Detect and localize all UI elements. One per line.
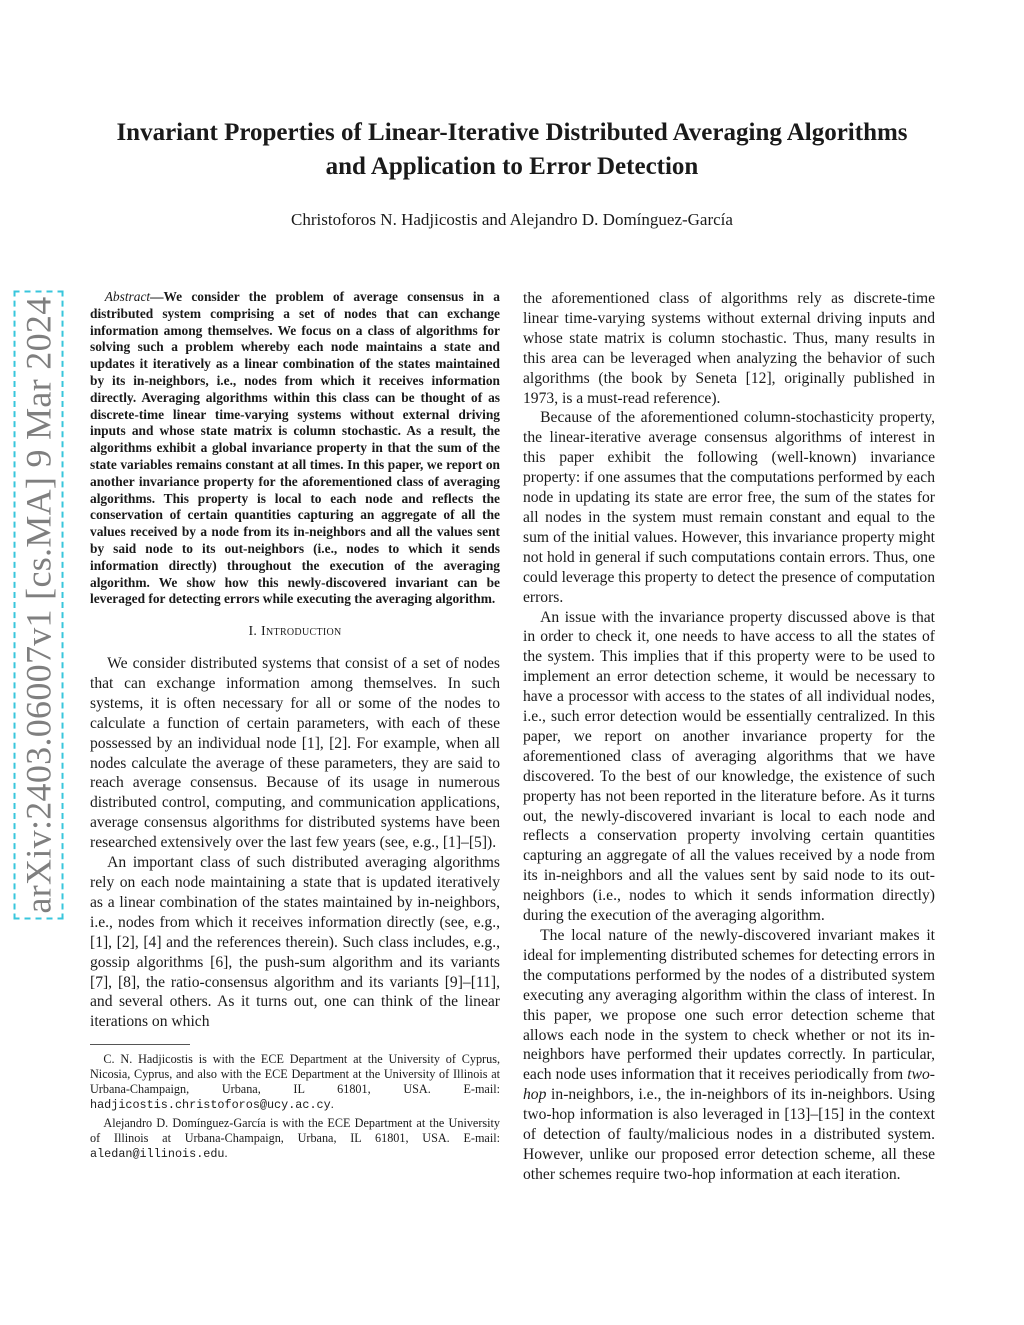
intro-paragraph-5: An issue with the invariance property discussed above is that in order to check it, one needs to have access to all the states of the system. This implies that if this property were to be used to implement an error detection scheme, it would be necessary to have a processor with access to the states of all individual nodes, i.e., such error detection would be essentially centralized. In this paper, we report on another invariance property for the aforementioned class of averaging algorithms that we have discovered. To the best of our knowledge, the existence of such property has not been reported in the literature before. As it turns out, the newly-discovered invariant is local to each node and reflects a conservation property involving certain quantities capturing an aggregate of all the values received by a node from its in-neighbors and all the values sent by said node to its out-neighbors (i.e., nodes to which it sends information directly) during the execution of the averaging algorithm. bbox=[523, 608, 935, 925]
section-number: I. bbox=[248, 624, 258, 640]
footnote-divider bbox=[90, 1044, 190, 1045]
intro-paragraph-6 bbox=[523, 926, 935, 1185]
section-heading-introduction bbox=[90, 622, 500, 642]
intro-paragraph-3: the aforementioned class of algorithms rely as discrete-time linear time-varying systems without external driving inputs and whose state matrix is column stochastic. Thus, many results in this area can be leveraged when analyzing the behavior of such algorithms (the book by Seneta [12], originally published in 1973, is a must-read reference). bbox=[523, 290, 935, 407]
abstract-label: Abstract bbox=[104, 289, 151, 304]
paper-title: Invariant Properties of Linear-Iterative Distributed Averaging Algorithms and Application to Error Detection bbox=[116, 119, 908, 180]
footnote-2-suffix: . bbox=[224, 1146, 228, 1161]
paragraph-6-emphasis: two-hop bbox=[523, 1066, 935, 1104]
footnote-2-text: Alejandro D. Domínguez-García is with the ECE Department at the University of Illinois at Urbana-Champaign, Urbana, IL 61801, USA. E-mail: bbox=[90, 1116, 500, 1146]
intro-paragraph-1: We consider distributed systems that consist of a set of nodes that can exchange information among themselves. In such systems, it is often necessary for all or some of the nodes to calculate a function of certain parameters, with each of these possessed by an individual node [1], [2]. For example, when all nodes calculate the average of these parameters, they are said to reach average consensus. Because of its usage in numerous distributed control, computing, and communication applications, average consensus algorithms for distributed systems have been researched extensively over the last few years (see, e.g., [1]–[5]). bbox=[90, 655, 500, 852]
paragraph-6-start: The local nature of the newly-discovered invariant makes it ideal for implementing distributed schemes for detecting errors in the computations performed by the nodes of a distributed system executing any averaging algorithm within the class of interest. In this paper, we propose one such error detection scheme that allows each node in the system to check whether or not its in-neighbors have performed their updates correctly. In particular, each node uses information that it receives periodically from bbox=[523, 927, 935, 1084]
abstract bbox=[90, 289, 500, 608]
footnote-1-text: C. N. Hadjicostis is with the ECE Department at the University of Cyprus, Nicosia, Cyprus, and also with the ECE Department at the University of Illinois at Urbana-Champaign, Urbana, IL 61801, USA. E-mail: bbox=[90, 1052, 500, 1097]
footnote-2-email[interactable]: aledan@illinois.edu bbox=[90, 1147, 225, 1162]
footnote-1-email[interactable]: hadjicostis.christoforos@ucy.ac.cy bbox=[90, 1098, 331, 1113]
arxiv-watermark bbox=[14, 296, 64, 914]
left-column bbox=[90, 289, 500, 1162]
abstract-text: —We consider the problem of average consensus in a distributed system comprising a set of nodes that can exchange information among themselves. We focus on a class of algorithms for solving such a problem whereby each node maintains a state and updates it iteratively as a linear combination of the states maintained by its in-neighbors, i.e., nodes from which it receives information directly. Averaging algorithms within this class can be thought of as discrete-time linear time-varying systems without external driving inputs and whose state matrix is column stochastic. As a result, the algorithms exhibit a global invariance property in that the sum of the state variables remains constant at all times. In this paper, we report on another invariance property for the aforementioned class of averaging algorithms. This property is local to each node and reflects the conservation of certain quantities capturing an aggregate of all the values received by a node from its in-neighbors and all the values sent by said node to its out-neighbors (i.e., nodes to which it sends information directly) throughout the execution of the averaging algorithm. We show how this newly-discovered invariant can be leveraged for detecting errors while executing the averaging algorithm. bbox=[90, 289, 500, 607]
paper-authors: Christoforos N. Hadjicostis and Alejandro D. Domínguez-García bbox=[291, 210, 733, 229]
right-column bbox=[523, 289, 935, 1185]
arxiv-id: arXiv:2403.06007v1 [cs.MA] 9 Mar 2024 bbox=[14, 290, 64, 919]
intro-paragraph-4: Because of the aforementioned column-stochasticity property, the linear-iterative average consensus algorithms of interest in this paper exhibit the following (well-known) invariance property: if one assumes that the computations performed by each node in updating its state are error free, the sum of the states for all nodes in the system must remain constant and equal to the sum of the initial values. However, this invariance property might not hold in general if such computations contain errors. Thus, one could leverage this property to detect the presence of computation errors. bbox=[523, 409, 935, 606]
intro-paragraph-2: An important class of such distributed averaging algorithms rely on each node maintaining a state that is updated iteratively as a linear combination of the states maintained by in-neighbors, i.e., nodes from which it receives information directly (see, e.g., [1], [2], [4] and the references therein). Such class includes, e.g., gossip algorithms [6], the push-sum algorithm and its variants [7], [8], the ratio-consensus algorithm and its variants [9]–[11], and several others. As it turns out, one can think of the linear iterations on which bbox=[90, 854, 500, 1031]
paragraph-6-end: in-neighbors, i.e., the in-neighbors of its in-neighbors. Using two-hop information is also leveraged in [13]–[15] in the context of detection of faulty/malicious nodes in a distributed system. However, unlike our proposed error detection scheme, all these other schemes require two-hop information at each iteration. bbox=[523, 1086, 935, 1183]
section-title: Introduction bbox=[261, 624, 342, 640]
footnote-author-2 bbox=[90, 1116, 500, 1162]
footnote-1-suffix: . bbox=[330, 1097, 334, 1112]
footnote-author-1 bbox=[90, 1052, 500, 1113]
